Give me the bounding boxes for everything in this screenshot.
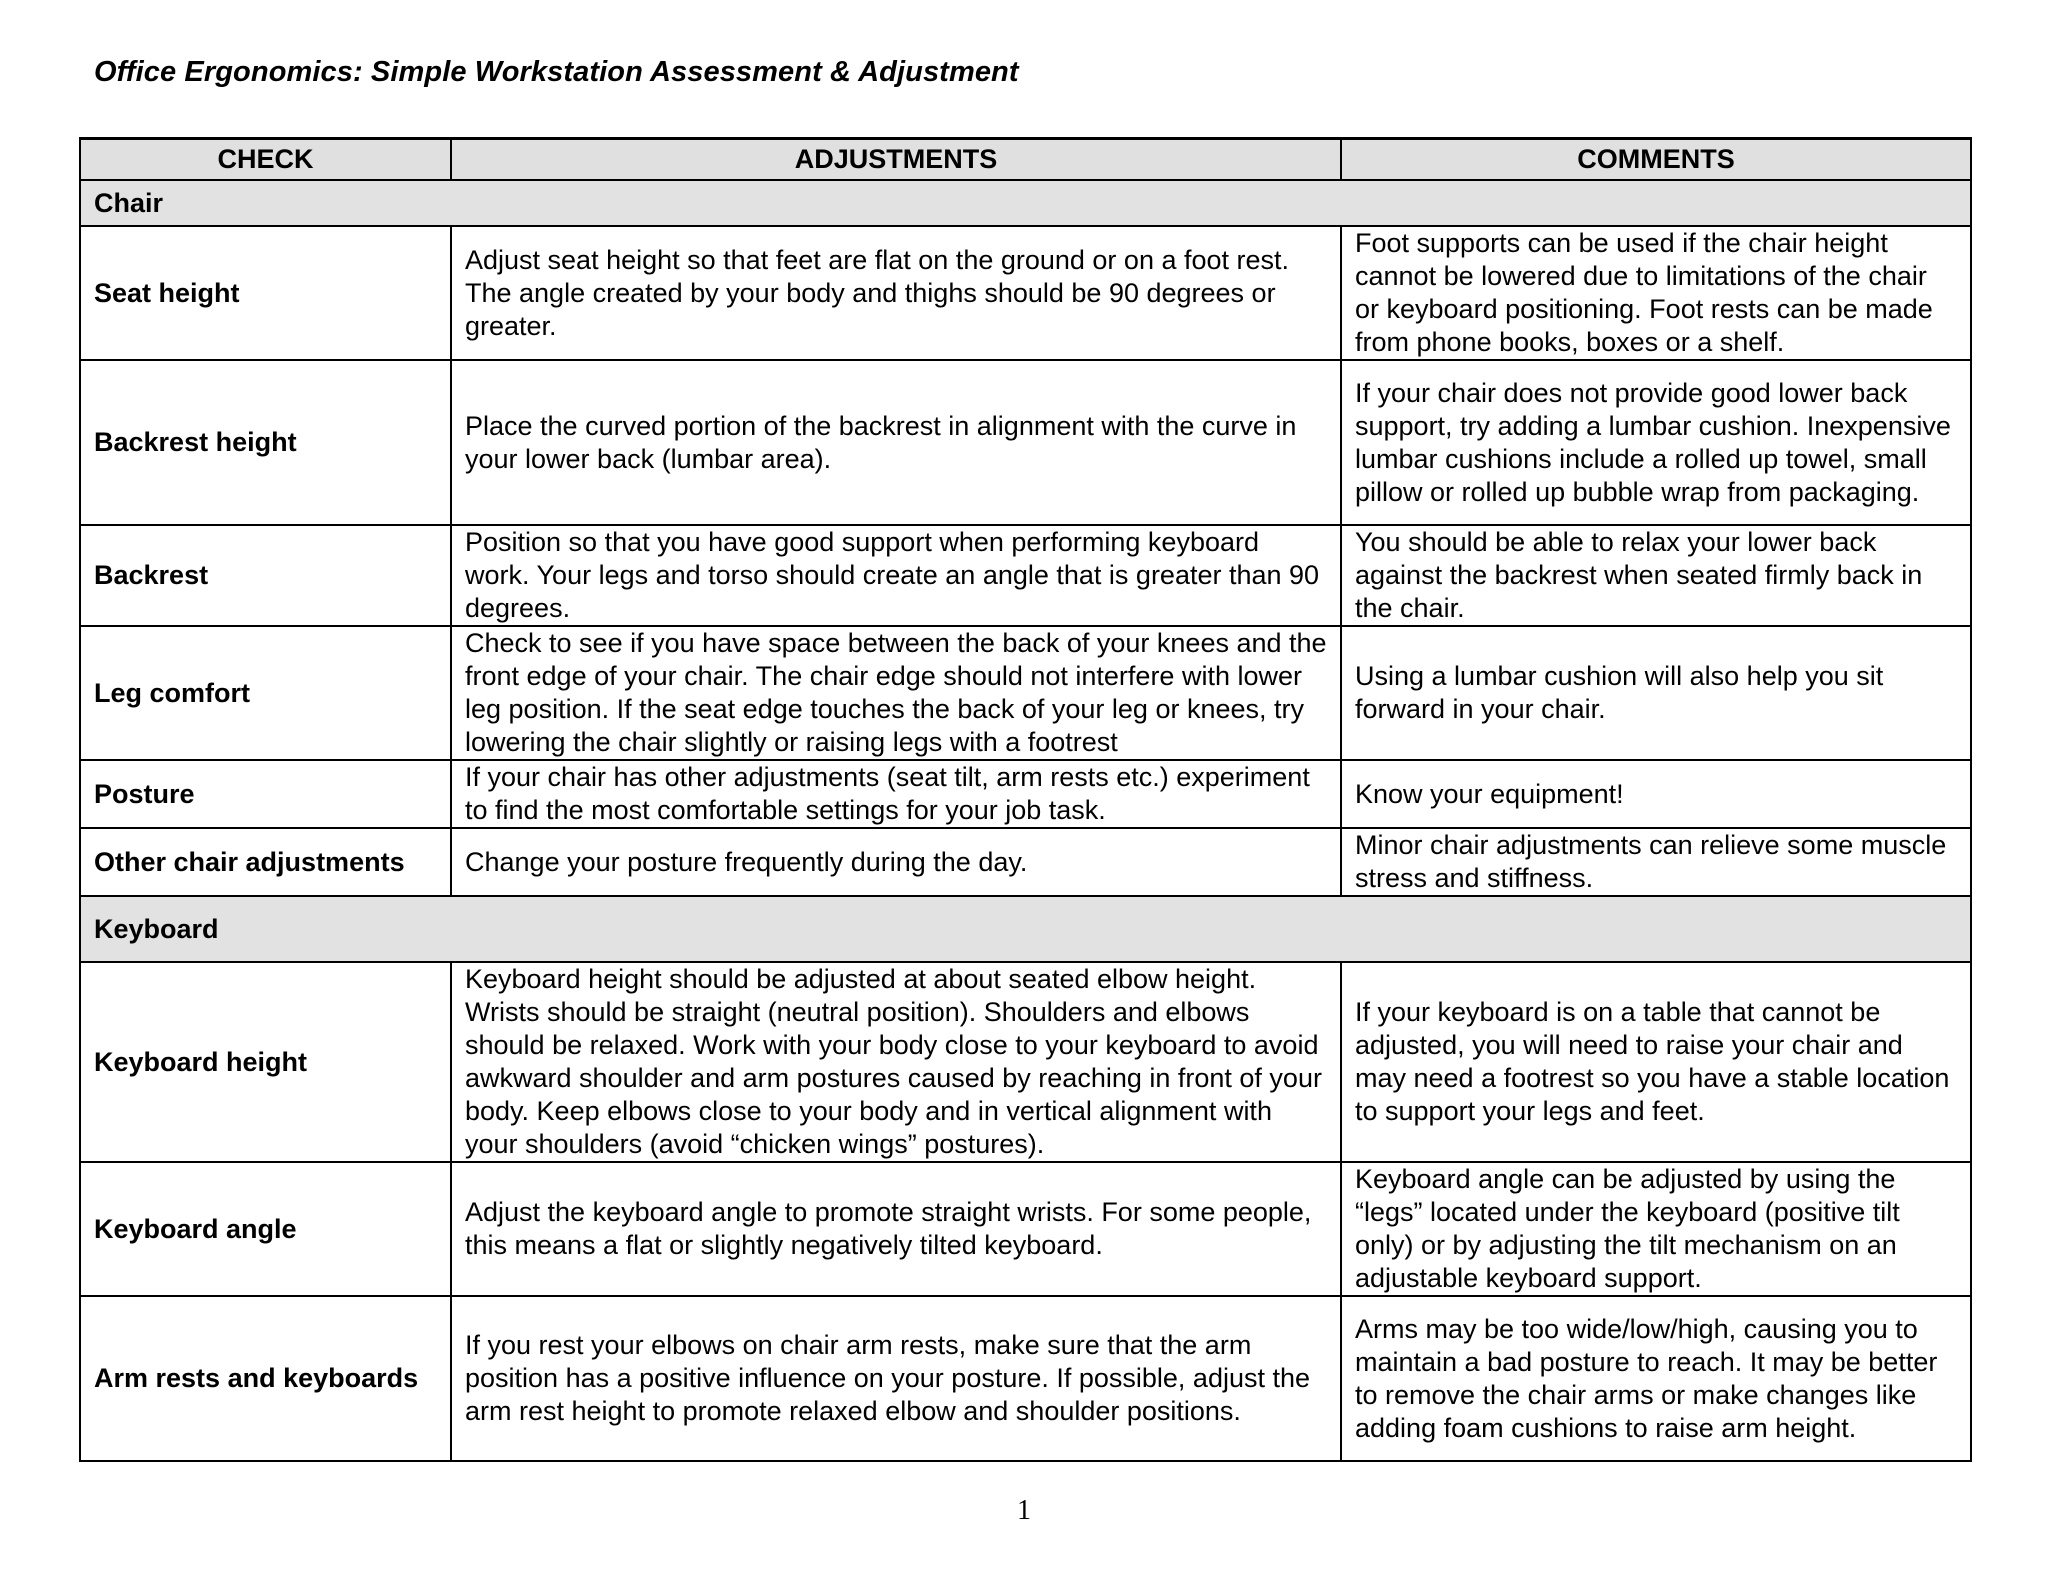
adjustments-cell: Adjust seat height so that feet are flat on the ground or on a foot rest. The angle created by your body and thighs should be 90 degrees or greater. (451, 226, 1341, 360)
adjustments-cell: Keyboard height should be adjusted at about seated elbow height. Wrists should be straight (neutral position). Shoulders and elbows should be relaxed. Work with your body close to your keyboard to avoid awkward shoulder and arm postures caused by reaching in front of your body. Keep elbows close to your body and in vertical alignment with your shoulders (avoid “chicken wings” postures). (451, 962, 1341, 1162)
comments-cell: You should be able to relax your lower back against the backrest when seated firmly back in the chair. (1341, 525, 1971, 626)
section-title: Keyboard (80, 896, 1971, 962)
check-cell: Keyboard angle (80, 1162, 451, 1296)
adjustments-cell: Adjust the keyboard angle to promote straight wrists. For some people, this means a flat or slightly negatively tilted keyboard. (451, 1162, 1341, 1296)
section-row-keyboard (80, 896, 1971, 962)
header-adjustments: ADJUSTMENTS (451, 139, 1341, 181)
comments-cell: If your chair does not provide good lower back support, try adding a lumbar cushion. Inexpensive lumbar cushions include a rolled up towel, small pillow or rolled up bubble wrap from packaging. (1341, 360, 1971, 525)
adjustments-cell: Position so that you have good support when performing keyboard work. Your legs and torso should create an angle that is greater than 90 degrees. (451, 525, 1341, 626)
assessment-table (79, 137, 1972, 1462)
check-cell: Backrest (80, 525, 451, 626)
adjustments-cell: Change your posture frequently during the day. (451, 828, 1341, 896)
table-row (80, 760, 1971, 828)
table-row (80, 828, 1971, 896)
comments-cell: Using a lumbar cushion will also help you sit forward in your chair. (1341, 626, 1971, 760)
comments-cell: Know your equipment! (1341, 760, 1971, 828)
section-title: Chair (80, 180, 1971, 226)
check-cell: Other chair adjustments (80, 828, 451, 896)
header-comments: COMMENTS (1341, 139, 1971, 181)
header-row (80, 139, 1971, 181)
check-cell: Arm rests and keyboards (80, 1296, 451, 1461)
document-title: Office Ergonomics: Simple Workstation Assessment & Adjustment (94, 56, 1019, 88)
header-check: CHECK (80, 139, 451, 181)
page-number: 1 (1017, 1495, 1031, 1526)
comments-cell: Minor chair adjustments can relieve some muscle stress and stiffness. (1341, 828, 1971, 896)
table-row (80, 226, 1971, 360)
check-cell: Posture (80, 760, 451, 828)
adjustments-cell: If your chair has other adjustments (seat tilt, arm rests etc.) experiment to find the most comfortable settings for your job task. (451, 760, 1341, 828)
section-row-chair (80, 180, 1971, 226)
comments-cell: Arms may be too wide/low/high, causing you to maintain a bad posture to reach. It may be better to remove the chair arms or make changes like adding foam cushions to raise arm height. (1341, 1296, 1971, 1461)
table-row (80, 962, 1971, 1162)
check-cell: Keyboard height (80, 962, 451, 1162)
table-row (80, 1162, 1971, 1296)
table-row (80, 525, 1971, 626)
comments-cell: Keyboard angle can be adjusted by using the “legs” located under the keyboard (positive tilt only) or by adjusting the tilt mechanism on an adjustable keyboard support. (1341, 1162, 1971, 1296)
comments-cell: If your keyboard is on a table that cannot be adjusted, you will need to raise your chair and may need a footrest so you have a stable location to support your legs and feet. (1341, 962, 1971, 1162)
adjustments-cell: Place the curved portion of the backrest in alignment with the curve in your lower back (lumbar area). (451, 360, 1341, 525)
check-cell: Backrest height (80, 360, 451, 525)
table-row (80, 626, 1971, 760)
check-cell: Leg comfort (80, 626, 451, 760)
adjustments-cell: If you rest your elbows on chair arm rests, make sure that the arm position has a positive influence on your posture. If possible, adjust the arm rest height to promote relaxed elbow and shoulder positions. (451, 1296, 1341, 1461)
adjustments-cell: Check to see if you have space between the back of your knees and the front edge of your chair. The chair edge should not interfere with lower leg position. If the seat edge touches the back of your leg or knees, try lowering the chair slightly or raising legs with a footrest (451, 626, 1341, 760)
table-row (80, 1296, 1971, 1461)
comments-cell: Foot supports can be used if the chair height cannot be lowered due to limitations of the chair or keyboard positioning. Foot rests can be made from phone books, boxes or a shelf. (1341, 226, 1971, 360)
table-row (80, 360, 1971, 525)
check-cell: Seat height (80, 226, 451, 360)
